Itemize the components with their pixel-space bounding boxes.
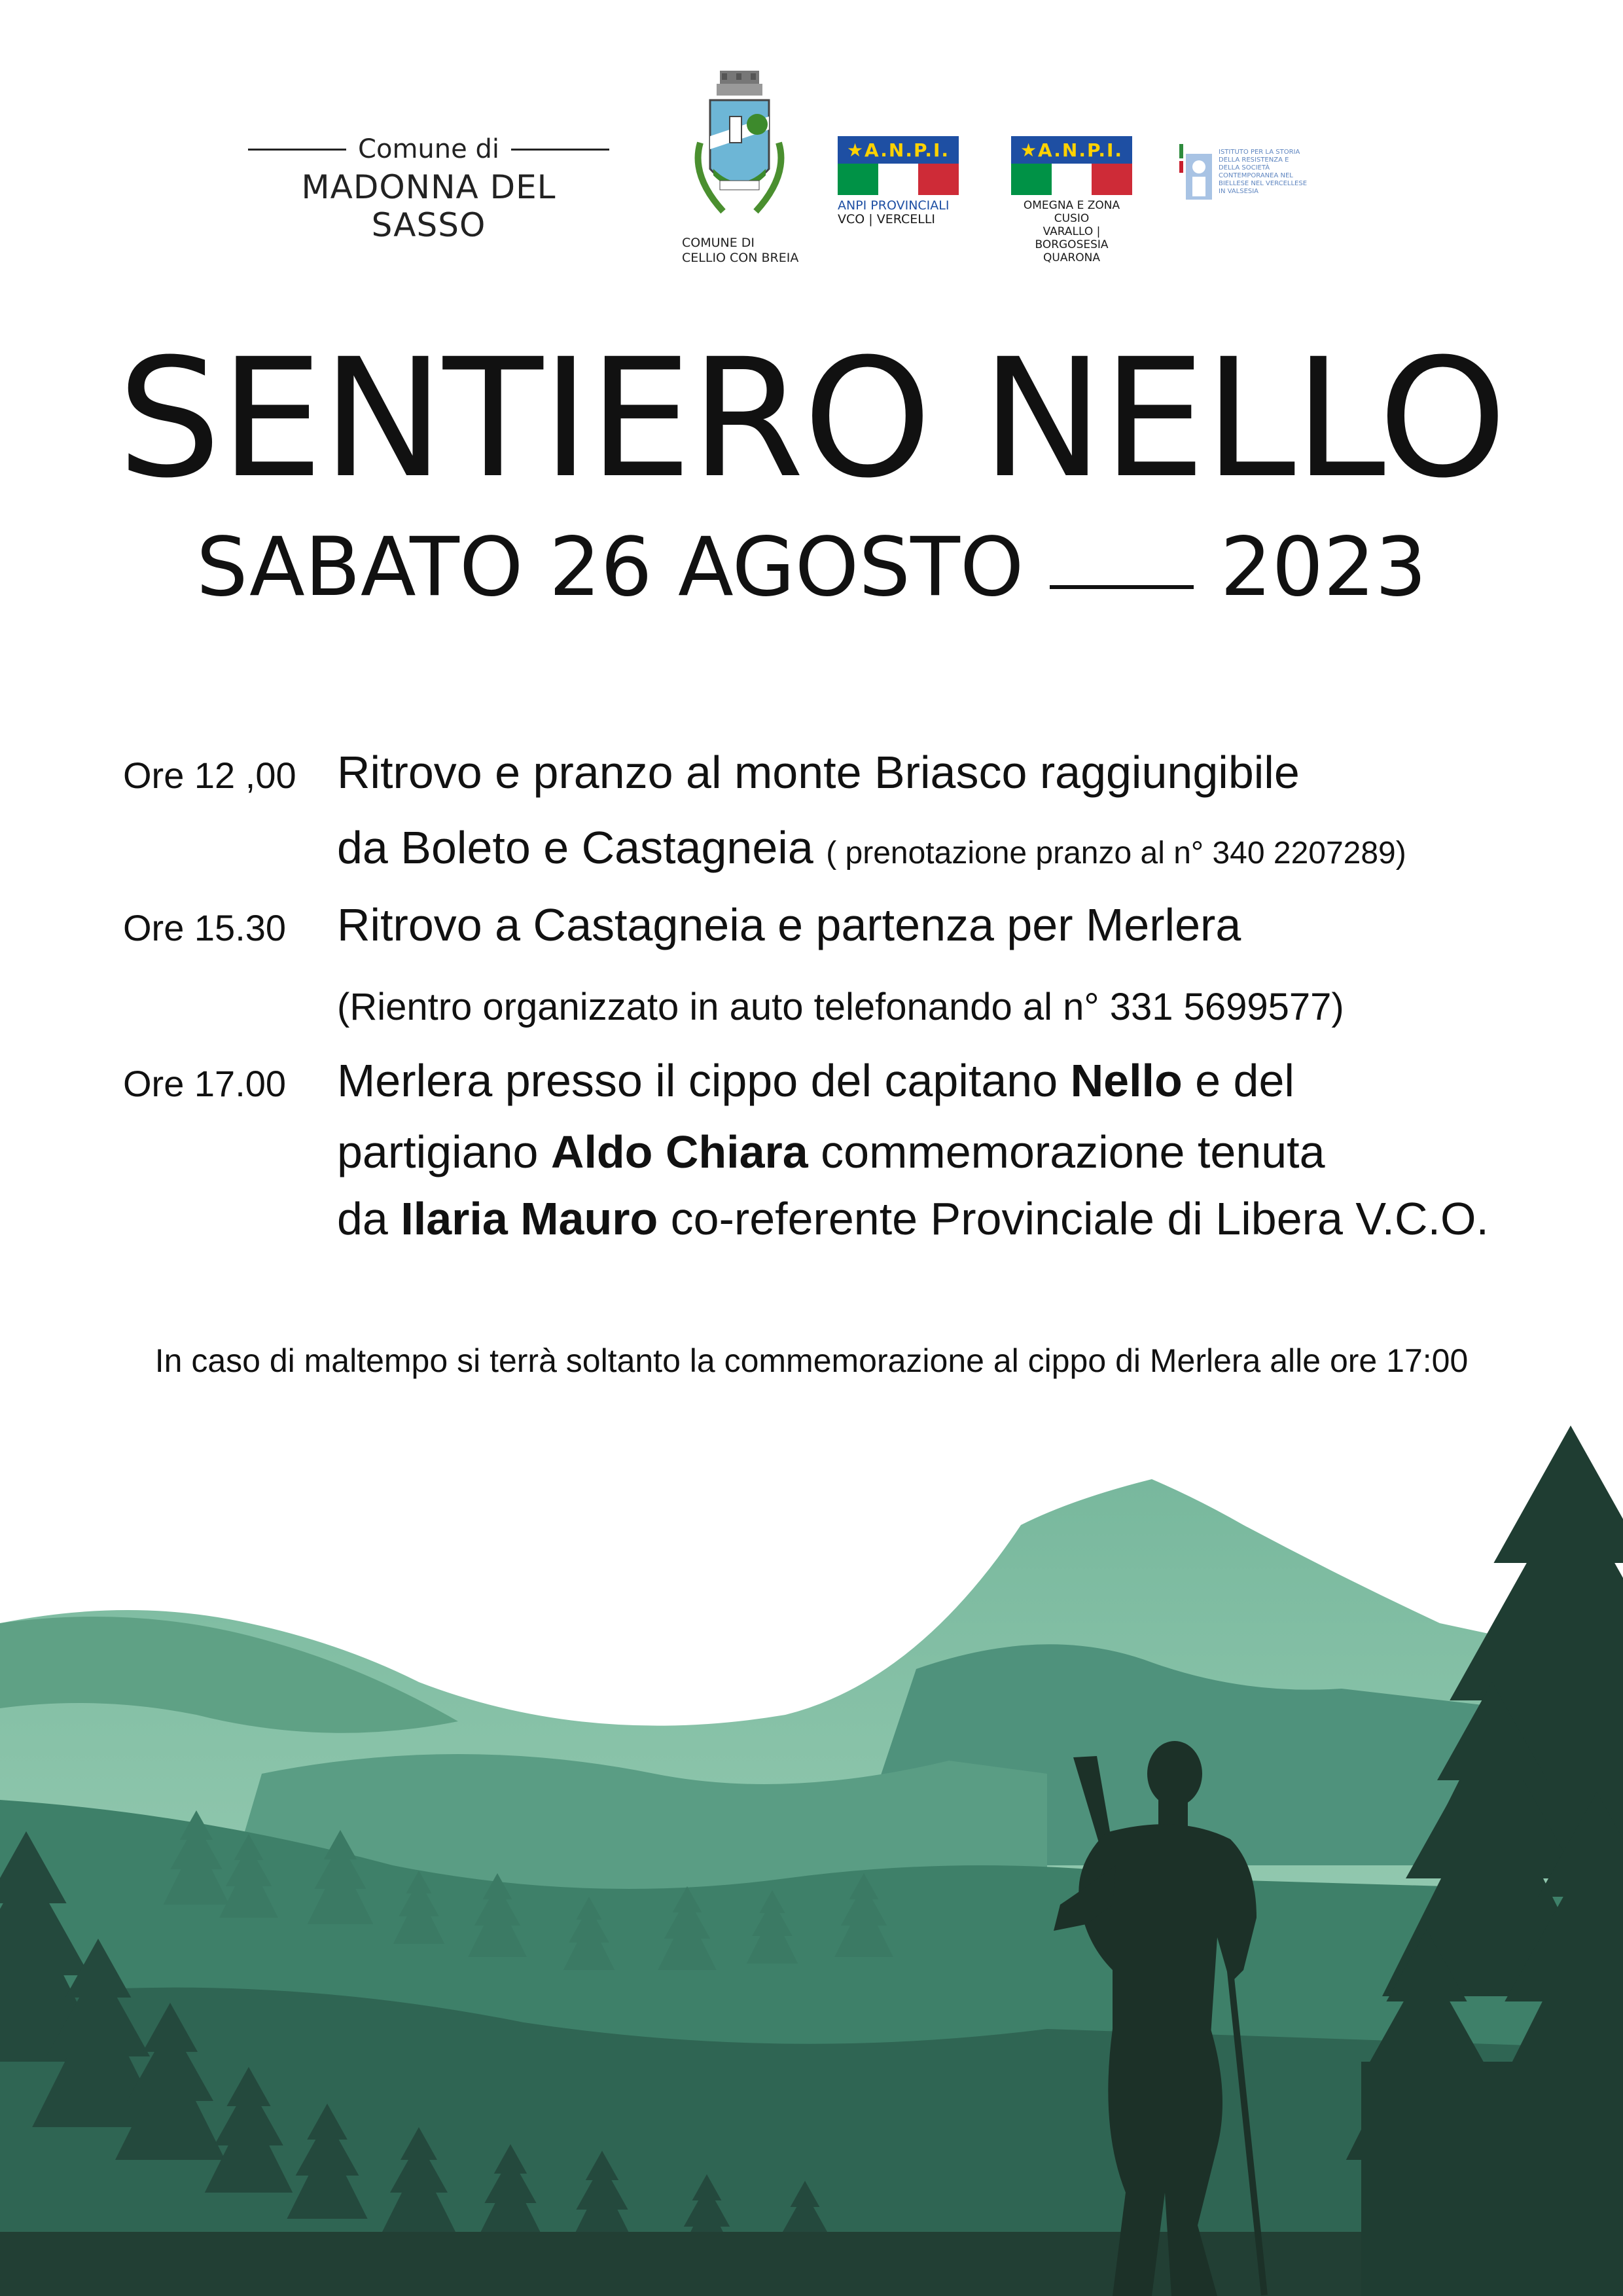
program-text: commemorazione tenuta: [808, 1126, 1325, 1177]
anpi-provinciali-line2: VCO | VERCELLI: [838, 212, 936, 226]
cellio-line2: CELLIO CON BREIA: [682, 251, 799, 265]
anpi-badge: ★A.N.P.I.: [1011, 136, 1132, 164]
divider: [248, 149, 346, 151]
time-label: Ore 17.00: [123, 1063, 287, 1104]
booking-note: ( prenotazione pranzo al n° 340 2207289): [826, 836, 1406, 870]
divider: [511, 149, 609, 151]
anpi-provinciali-line1: ANPI PROVINCIALI: [838, 198, 950, 213]
time-label: Ore 15.30: [123, 907, 287, 948]
madonna-prefix: Comune di: [358, 134, 499, 164]
anpi-omegna-line1: OMEGNA E ZONA CUSIO: [1023, 199, 1120, 225]
weather-note: In caso di maltempo si terrà soltanto la commemorazione al cippo di Merlera alle ore 17:00: [154, 1342, 1469, 1379]
highlight-name: Nello: [1070, 1055, 1183, 1106]
program-line: [337, 821, 1406, 874]
anpi-omegna-logo: [1011, 136, 1132, 264]
program-line: [337, 1054, 1294, 1107]
istituto-mark-icon: [1178, 141, 1217, 206]
time-label: Ore 12 ,00: [123, 755, 296, 796]
landscape-illustration: [0, 1407, 1623, 2296]
madonna-name: MADONNA DEL SASSO: [301, 168, 556, 244]
istituto-storia-logo: [1178, 141, 1309, 206]
event-date-text: SABATO 26 AGOSTO: [196, 520, 1024, 615]
event-year: 2023: [1220, 520, 1427, 615]
cellio-coat-of-arms: [674, 71, 805, 266]
cellio-line1: COMUNE DI: [682, 236, 755, 250]
page-title: SENTIERO NELLO: [117, 323, 1506, 514]
italian-flag-icon: [1011, 164, 1132, 195]
program-line: (Rientro organizzato in auto telefonando al n° 331 5699577): [337, 986, 1344, 1028]
anpi-omegna-line3: QUARONA: [1043, 251, 1100, 264]
madonna-del-sasso-logo: [239, 134, 618, 244]
program-line: [337, 1126, 1325, 1178]
program-line: [337, 1193, 1489, 1245]
program-text: partigiano: [337, 1126, 551, 1177]
istituto-text: ISTITUTO PER LA STORIA DELLA RESISTENZA E DELLA SOCIETÀ CONTEMPORANEA NEL BIELLESE NEL VERCELLESE IN VALSESIA: [1219, 149, 1308, 195]
program-text: co-referente Provinciale di Libera V.C.O.: [658, 1193, 1489, 1244]
program-line: Ritrovo a Castagneia e partenza per Merlera: [337, 899, 1241, 950]
program-text: da: [337, 1193, 401, 1244]
anpi-badge: ★A.N.P.I.: [838, 136, 959, 164]
anpi-provinciali-logo: [838, 136, 959, 226]
coat-of-arms-icon: [684, 71, 795, 228]
program-text: Merlera presso il cippo del capitano: [337, 1055, 1071, 1106]
event-date: [0, 518, 1623, 617]
highlight-name: Aldo Chiara: [550, 1126, 808, 1177]
program-text: e del: [1182, 1055, 1294, 1106]
program-text: da Boleto e Castagneia: [337, 822, 813, 873]
program-line: Ritrovo e pranzo al monte Briasco raggiungibile: [337, 747, 1300, 798]
divider: [1050, 585, 1194, 589]
highlight-name: Ilaria Mauro: [401, 1193, 658, 1244]
italian-flag-icon: [838, 164, 959, 195]
anpi-omegna-line2: VARALLO | BORGOSESIA: [1035, 225, 1109, 251]
